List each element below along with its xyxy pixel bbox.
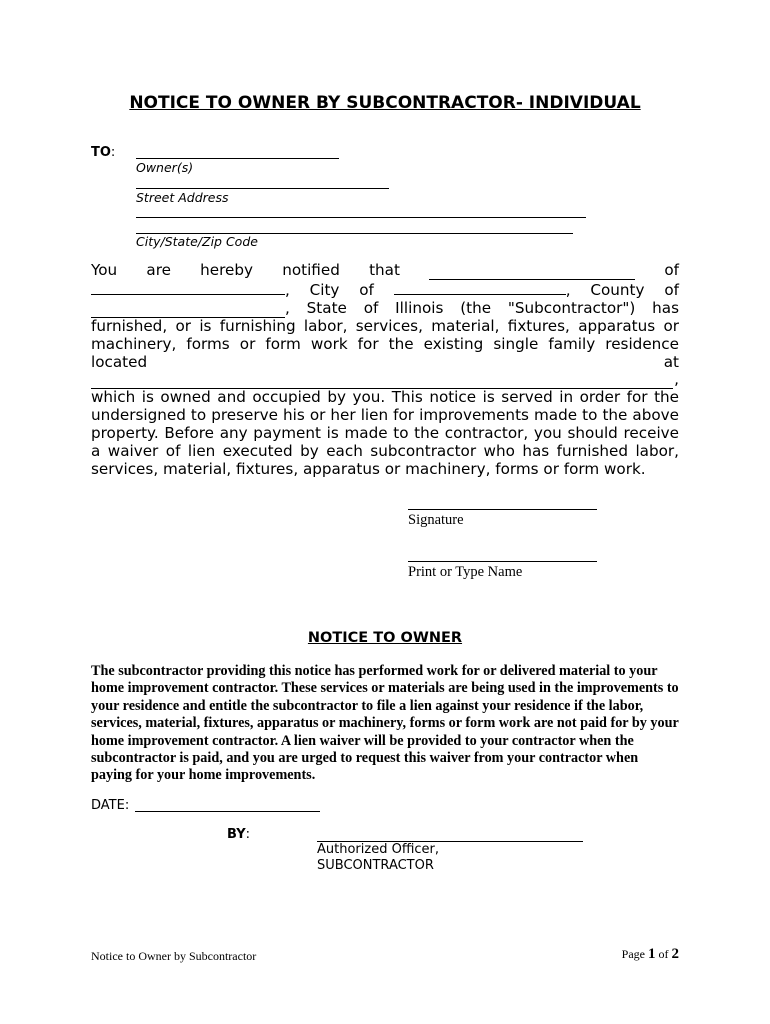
county-line[interactable] [91,303,285,318]
officer-block [317,842,439,873]
word-hereby: hereby [200,261,254,279]
comma-1: , [285,280,290,299]
paragraph-line-2 [91,280,679,300]
paragraph-line-3 [91,300,679,318]
notice-body: The subcontractor providing this notice has performed work for or delivered material to your home improvement contractor. These services or materials are being used in the improvements to your residence and entitle the subcontractor to file a lien against your residence if the labor, services, material, fixtures, apparatus or machinery, forms or form work are not paid for by your home improvement contractor. A lien waiver will be provided to your contractor when the subcontractor is paid, and you are urged to request this waiver from your contractor when paying for your home improvements. [91,663,679,784]
date-line[interactable] [135,811,320,812]
date-label: DATE: [91,798,130,813]
word-of-3: of [664,280,679,299]
word-of: of [664,261,679,279]
address-extra-line[interactable] [136,217,586,218]
by-colon: : [245,827,251,842]
by-label [227,827,250,842]
of-word: of [658,947,669,961]
document-title: NOTICE TO OWNER BY SUBCONTRACTOR- INDIVIDUAL [129,93,641,113]
paragraph-line-7 [91,371,679,389]
state-text: , State of Illinois (the "Subcontractor") has [285,298,679,317]
to-colon: : [110,145,116,160]
owner-line[interactable] [136,158,339,159]
footer-title: Notice to Owner by Subcontractor [91,949,257,963]
word-of-2: of [359,280,374,299]
page-word: Page [621,947,645,961]
property-address-line[interactable] [91,374,673,389]
city-line[interactable] [394,280,566,295]
comma-2: , [565,280,571,299]
word-that: that [369,261,400,279]
signature-line[interactable] [408,509,597,510]
to-label [91,145,115,160]
word-located: located [91,352,148,371]
owner-label: Owner(s) [136,160,194,175]
by-label-text: BY [227,827,246,842]
city-state-zip-label: City/State/Zip Code [136,234,258,249]
subcontractor-name-line[interactable] [429,265,635,280]
to-label-text: TO [91,145,111,160]
officer-role: SUBCONTRACTOR [317,857,434,873]
street-address-label: Street Address [136,190,229,205]
word-city: City [309,280,340,299]
page-current: 1 [648,946,656,962]
word-at: at [663,352,679,371]
paragraph-line-1 [91,262,679,280]
comma-3: , [674,370,679,389]
print-name-label: Print or Type Name [408,564,523,580]
signature-label: Signature [408,512,464,528]
page-number [622,946,679,963]
word-are: are [146,261,171,279]
word-notified: notified [282,261,340,279]
paragraph-rest: which is owned and occupied by you. This notice is served in order for the undersigned to preserve his or her lien for improvements made to the above property. Before any payment is made to the contractor, you should receive a waiver of lien executed by each subcontractor who has furnished labor, services, material, fixtures, apparatus or machinery, forms or form work. [91,388,679,478]
word-county: County [590,280,645,299]
notice-paragraph [91,262,679,479]
street-address-line[interactable] [136,188,389,189]
officer-title: Authorized Officer, [317,842,440,857]
notice-heading: NOTICE TO OWNER [307,630,463,646]
word-you: You [91,261,118,279]
paragraph-line-4: furnished, or is furnishing labor, services, material, fixtures, apparatus or [91,316,679,335]
subcontractor-address-line[interactable] [91,280,285,295]
page-total: 2 [671,946,679,962]
print-name-line[interactable] [408,561,597,562]
paragraph-line-5: machinery, forms or form work for the existing single family residence [91,334,679,353]
paragraph-line-6 [91,354,679,372]
